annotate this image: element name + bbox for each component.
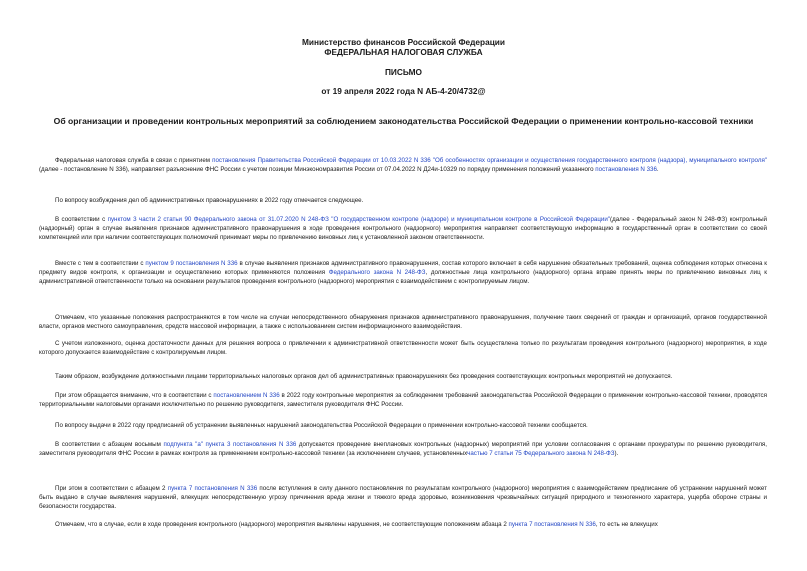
document-link[interactable]: пункта 7 постановления N 336 xyxy=(167,485,258,492)
paragraph-text: По вопросу выдачи в 2022 году предписаний об устранении выявленных нарушений законодательства Российской Федерации о применении контрольно-кассовой техники сообщается. xyxy=(55,422,588,429)
document-link[interactable]: постановлением N 336 xyxy=(213,392,280,399)
paragraph xyxy=(39,421,767,430)
paragraph-text: В соответствии с xyxy=(55,216,108,223)
paragraph-text: При этом в соответствии с абзацем 2 xyxy=(55,485,168,492)
document-link[interactable]: постановления Правительства Российской Федерации от 10.03.2022 N 336 "Об особенностях организации и осуществления государственного контроля (надзора), муниципального контроля" xyxy=(212,157,767,164)
document-link[interactable]: пунктом 9 постановления N 336 xyxy=(145,260,238,267)
paragraph-text: Отмечаем, что указанные положения распространяются в том числе на случаи непосредственного обнаружения признаков административного правонарушения, получение таких сведений от граждан и организаций, органов государственной власти, органов местного самоуправления, средств массовой информации, а также с использованием систем информационного взаимодействия. xyxy=(39,314,767,331)
paragraph-text: (далее - постановление N 336), направляет разъяснение ФНС России с учетом позиции Минэкономразвития России от 07.04.2022 N Д24и-10329 по порядку применения положений указанного xyxy=(39,166,596,174)
paragraph-text: (далее - Федеральный закон N 248-ФЗ) контрольный (надзорный) орган в случае выявления признаков административного правонарушения в ходе проведения контрольного (надзорного) мероприятия направляет соответствующую информацию в государственный орган в соответствии со своей компетенцией или при наличии соответствующих полномочий принимает меры по привлечению виновных лиц к установленной законом ответственности. xyxy=(39,216,767,242)
service-name: ФЕДЕРАЛЬНАЯ НАЛОГОВАЯ СЛУЖБА xyxy=(324,47,483,57)
document-link[interactable]: пункта 7 постановления N 336 xyxy=(508,521,596,528)
document-link[interactable]: частью 7 статьи 75 Федерального закона N 248-ФЗ xyxy=(467,450,615,458)
paragraph-text: в случае выявления признаков административного правонарушения, состав которого включает в себя нарушение обязательных требований, оценка соблюдения которых отнесена к предмету видов контроля, к организации и осуществлению которых применяются положения xyxy=(39,260,768,277)
paragraph-text: Таким образом, возбуждение должностными лицами территориальных налоговых органов дел об административных правонарушениях без проведения соответствующих контрольных мероприятий не допускается. xyxy=(55,373,673,380)
paragraph-text: , должностные лица контрольного (надзорного) органа вправе принять меры по привлечению виновных лиц к административной ответственности только на основании результатов проведения контрольного (надзорного) мероприятия с взаимодействием с контролируемым лицом. xyxy=(39,269,768,286)
paragraph-text: . xyxy=(656,166,659,174)
paragraph-text: Федеральная налоговая служба в связи с принятием xyxy=(55,157,213,164)
paragraph xyxy=(39,259,767,286)
paragraph-text: ). xyxy=(614,450,619,458)
paragraph xyxy=(39,391,767,409)
paragraph xyxy=(39,215,767,242)
paragraph-text: Вместе с тем в соответствии с xyxy=(55,260,146,267)
paragraph xyxy=(39,156,767,174)
paragraph-text: При этом обращается внимание, что в соответствии с xyxy=(55,392,214,399)
paragraph xyxy=(39,372,767,381)
document-title: Об организации и проведении контрольных мероприятий за соблюдением законодательства Российской Федерации о применении контрольно-кассовой техники xyxy=(53,116,754,126)
paragraph-text: , то есть не влекущих xyxy=(595,521,658,528)
paragraph xyxy=(39,196,767,205)
paragraph-text: В соответствии с абзацем восьмым xyxy=(55,441,164,448)
paragraph xyxy=(39,313,767,331)
document-type: ПИСЬМО xyxy=(384,67,423,77)
paragraph-text: после вступления в силу данного постановления по результатам контрольного (надзорного) мероприятия с взаимодействием предписание об устранении нарушений может быть выдано в случае выявления нарушений, влекущих непосредственную угрозу причинения вреда жизни и тяжкого вреда здоровью, возникновения чрезвычайных ситуаций природного и техногенного характера, ущерба обороне страны и безопасности государства. xyxy=(39,485,767,511)
paragraph xyxy=(39,520,767,529)
paragraph-text: Отмечаем, что в случае, если в ходе проведения контрольного (надзорного) мероприятия выявлены нарушения, не соответствующие положениям абзаца 2 xyxy=(55,521,509,528)
document-link[interactable]: постановления N 336 xyxy=(595,166,657,174)
paragraph-text: По вопросу возбуждения дел об административных правонарушениях в 2022 году отмечается следующее. xyxy=(55,197,364,204)
document-link[interactable]: Федерального закона N 248-ФЗ xyxy=(328,269,426,277)
paragraph-text: С учетом изложенного, оценка достаточности данных для решения вопроса о привлечении к административной ответственности может быть осуществлена только по результатам проведения контрольного (надзорного) мероприятия, в ходе которого допускается взаимодействие с контролируемым лицом. xyxy=(39,340,767,357)
document-link[interactable]: подпункта "а" пункта 3 постановления N 336 xyxy=(163,441,297,448)
document-link[interactable]: пунктом 3 части 2 статьи 90 Федерального закона от 31.07.2020 N 248-ФЗ "О государственном контроле (надзоре) и муниципальном контроле в Российской Федерации" xyxy=(107,216,611,223)
paragraph xyxy=(39,440,767,458)
document-date: от 19 апреля 2022 года N АБ-4-20/4732@ xyxy=(321,86,486,96)
paragraph xyxy=(39,484,767,511)
ministry-name: Министерство финансов Российской Федерации xyxy=(301,37,506,47)
paragraph-text: допускается проведение внеплановых контрольных (надзорных) мероприятий при условии согласования с органами прокуратуры по решению руководителя, заместителя руководителя ФНС России в рамках контроля за применением контрольно-кассовой техники (за исключением случаев, установленных xyxy=(39,441,767,458)
paragraph xyxy=(39,339,767,357)
paragraph-text: в 2022 году контрольные мероприятия за соблюдением требований законодательства Российской Федерации о применении контрольно-кассовой техники, проводятся территориальными налоговыми органами исключительно по решению руководителя, заместителя руководителя ФНС России. xyxy=(39,392,767,409)
